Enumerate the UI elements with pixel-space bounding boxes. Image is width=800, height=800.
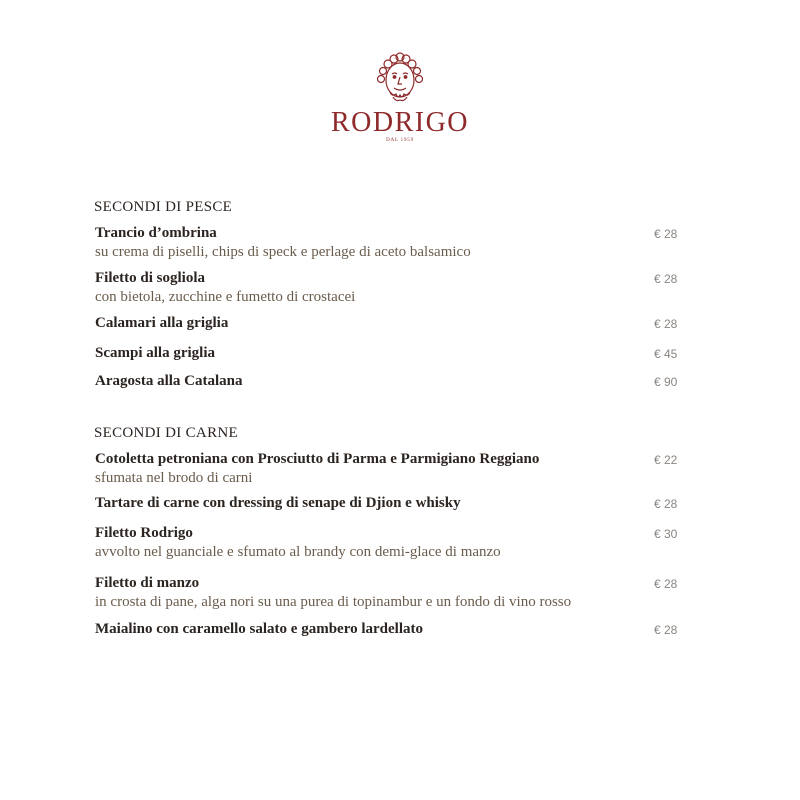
- dish-price: € 28: [654, 272, 678, 286]
- brand-since: DAL 1959: [386, 138, 414, 143]
- dish-price: € 28: [654, 623, 678, 637]
- dish-price: € 28: [654, 497, 678, 511]
- dish-description: con bietola, zucchine e fumetto di crostacei: [95, 289, 356, 305]
- dish-description: su crema di piselli, chips di speck e perlage di aceto balsamico: [95, 244, 471, 260]
- dish-description: in crosta di pane, alga nori su una purea di topinambur e un fondo di vino rosso: [95, 594, 572, 610]
- brand-name: RODRIGO: [330, 107, 470, 138]
- section-title-pesce: SECONDI DI PESCE: [94, 199, 233, 215]
- dish-name: Cotoletta petroniana con Prosciutto di Parma e Parmigiano Reggiano: [95, 451, 540, 467]
- dish-price: € 28: [654, 577, 678, 591]
- bacchus-mask-icon: [372, 50, 428, 106]
- dish-price: € 90: [654, 375, 678, 389]
- dish-description: sfumata nel brodo di carni: [95, 470, 253, 486]
- dish-name: Filetto Rodrigo: [95, 525, 193, 541]
- dish-name: Maialino con caramello salato e gambero lardellato: [95, 621, 424, 637]
- dish-name: Trancio d’ombrina: [95, 225, 217, 241]
- restaurant-logo: [0, 50, 800, 144]
- dish-price: € 45: [654, 347, 678, 361]
- dish-name: Filetto di sogliola: [95, 270, 205, 286]
- dish-price: € 30: [654, 527, 678, 541]
- dish-price: € 22: [654, 453, 678, 467]
- dish-name: Calamari alla griglia: [95, 315, 229, 331]
- dish-name: Aragosta alla Catalana: [95, 373, 243, 389]
- dish-price: € 28: [654, 227, 678, 241]
- section-title-carne: SECONDI DI CARNE: [94, 425, 238, 441]
- dish-name: Tartare di carne con dressing di senape di Djion e whisky: [95, 495, 461, 511]
- dish-description: avvolto nel guanciale e sfumato al brandy con demi-glace di manzo: [95, 544, 501, 560]
- dish-name: Filetto di manzo: [95, 575, 200, 591]
- dish-name: Scampi alla griglia: [95, 345, 215, 361]
- dish-price: € 28: [654, 317, 678, 331]
